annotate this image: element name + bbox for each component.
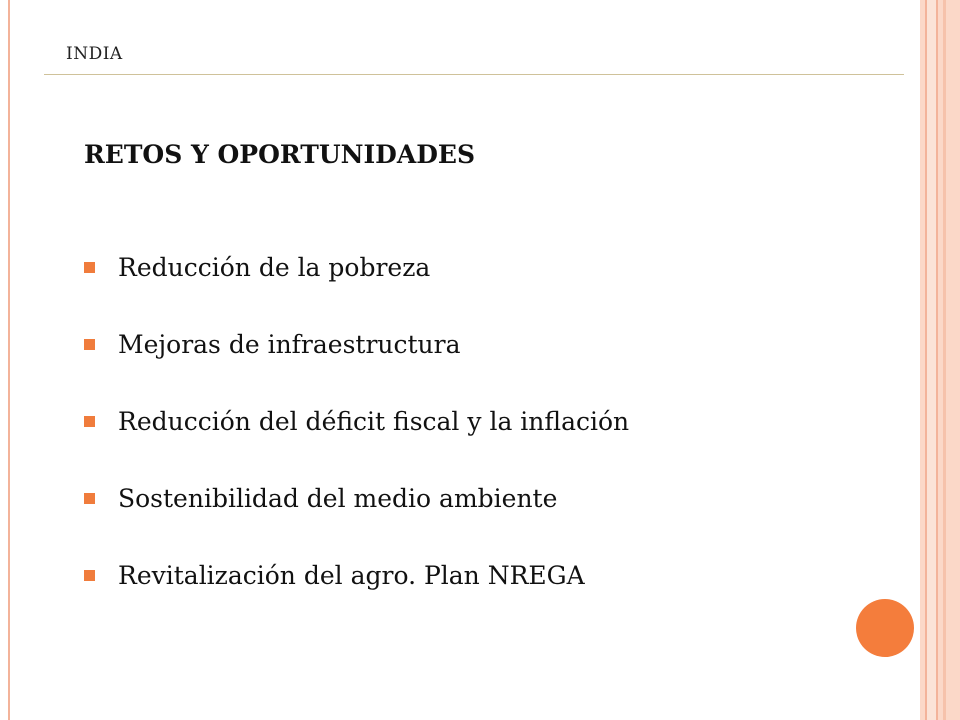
header-title: INDIA: [66, 44, 123, 64]
bullet-text: Reducción de la pobreza: [118, 253, 431, 282]
bullet-item: [84, 556, 629, 633]
square-bullet-icon: [84, 416, 95, 427]
right-decorative-band: [920, 0, 960, 720]
left-border-line: [8, 0, 10, 720]
slide-title: RETOS Y OPORTUNIDADES: [84, 140, 476, 169]
header-divider: [44, 74, 904, 75]
bullet-list: [84, 248, 629, 633]
square-bullet-icon: [84, 493, 95, 504]
square-bullet-icon: [84, 570, 95, 581]
bullet-item: [84, 248, 629, 325]
bullet-item: [84, 325, 629, 402]
square-bullet-icon: [84, 339, 95, 350]
decorative-circle: [856, 599, 914, 657]
bullet-item: [84, 479, 629, 556]
square-bullet-icon: [84, 262, 95, 273]
bullet-text: Sostenibilidad del medio ambiente: [118, 484, 558, 513]
bullet-text: Reducción del déficit fiscal y la inflación: [118, 407, 630, 436]
bullet-item: [84, 402, 629, 479]
bullet-text: Revitalización del agro. Plan NREGA: [118, 561, 585, 590]
bullet-text: Mejoras de infraestructura: [118, 330, 461, 359]
